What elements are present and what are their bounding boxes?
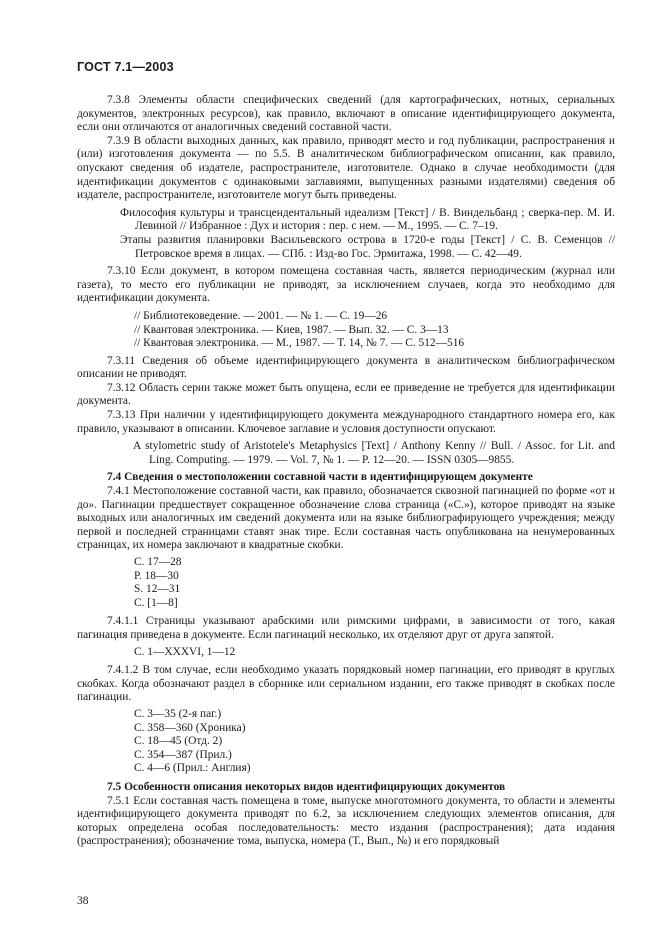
list-item: S. 12—31 xyxy=(134,583,181,596)
examples-7-3-9 xyxy=(77,207,615,261)
list-item: С. 17—28 xyxy=(134,556,182,568)
page-content xyxy=(77,94,615,849)
paragraph-7-3-12: 7.3.12 Область серии также может быть опущена, если ее приведение не требуется для идентификации документа. xyxy=(77,381,615,408)
list-item: С. 1—XXXVI, 1—12 xyxy=(134,645,236,658)
example-line: // Квантовая электроника. — М., 1987. — Т. 14, № 7. — С. 512—516 xyxy=(134,337,465,350)
paragraph-7-3-10: 7.3.10 Если документ, в котором помещена составная часть, является периодическим (журнал или газета), то место его публикации не приводят, за исключением случаев, когда это необходимо для идентификации документа. xyxy=(77,265,615,305)
list-item: С. 354—387 (Прил.) xyxy=(134,748,232,761)
list-7-4-1-2 xyxy=(134,708,615,776)
example-line: A stylometric study of Aristotele's Metaphysics [Text] / Anthony Kenny // Bull. / Assoc. for Lit. and Ling. Computing. — 1979. — Vol. 7, № 1. — P. 12—20. — ISSN 0305—9855. xyxy=(133,440,615,466)
paragraph-7-3-9: 7.3.9 В области выходных данных, как правило, приводят место и год публикации, распространения и (или) изготовления документа — по 5.5. В аналитическом библиографическом описании, как правило, опускают сведения об издателе, распространителе, изготовителе. Однако в случае необходимости (для идентификации документов с одинаковыми заглавиями, выпущенных разными издателями) сведения об издателе, распространителе, изготовителе могут быть приведены. xyxy=(77,134,615,202)
document-header: ГОСТ 7.1—2003 xyxy=(77,60,174,74)
section-heading-7-5: 7.5 Особенности описания некоторых видов идентифицирующих документов xyxy=(107,780,506,793)
page-number: 38 xyxy=(77,895,89,907)
paragraph-7-4-1-2: 7.4.1.2 В том случае, если необходимо указать порядковый номер пагинации, его приводят в круглых скобках. Когда обозначают раздел в сборнике или сериальном издании, его также приводят в скобках после пагинации. xyxy=(77,664,615,704)
paragraph-7-4-1-1: 7.4.1.1 Страницы указывают арабскими или римскими цифрами, в зависимости от того, какая пагинация приведена в документе. Если пагинаций несколько, их отделяют друг от друга запятой. xyxy=(77,615,615,641)
example-line: // Квантовая электроника. — Киев, 1987. — Вып. 32. — С. 3—13 xyxy=(134,323,449,336)
examples-7-3-13 xyxy=(77,440,615,467)
example-line: Этапы развития планировки Васильевского острова в 1720-е годы [Текст] / С. В. Семенцов // Петровское время в лицах. — СПб. : Изд-во Гос. Эрмитажа, 1998. — С. 42—49. xyxy=(120,233,615,260)
list-item: Р. 18—30 xyxy=(134,569,179,582)
list-7-4-1 xyxy=(134,556,615,610)
list-item: С. [1—8] xyxy=(134,596,178,609)
section-heading-7-4: 7.4 Сведения о местоположении составной части в идентифицирующем документе xyxy=(107,471,533,484)
list-item: С. 358—360 (Хроника) xyxy=(134,721,246,734)
example-line: Философия культуры и трансцендентальный идеализм [Текст] / В. Виндельбанд ; сверка-пер. М. И. Левиной // Избранное : Дух и история : пер. с нем. — М., 1995. — С. 7–19. xyxy=(120,206,615,233)
examples-7-3-10 xyxy=(77,310,615,351)
list-item: С. 18—45 (Отд. 2) xyxy=(134,735,223,748)
paragraph-7-5-1: 7.5.1 Если составная часть помещена в томе, выпуске многотомного документа, то области и элементы идентифицирующего документа приводят по 6.2, за исключением следующих элементов описания, для которых определена особая последовательность: место издания (распространения); дата издания (распространения); обозначение тома, выпуска, номера (Т., Вып., №) и его порядковый xyxy=(77,794,615,848)
paragraph-7-3-11: 7.3.11 Сведения об объеме идентифицирующего документа в аналитическом библиографическом описании не приводят. xyxy=(77,354,615,381)
list-item: С. 3—35 (2-я паг.) xyxy=(134,707,222,720)
paragraph-7-4-1: 7.4.1 Местоположение составной части, как правило, обозначается сквозной пагинацией по форме «от и до». Пагинации предшествует сокращенное обозначение слова страница («С.»), которое приводят на языке выходных или аналогичных им сведений документа или на языке библиографирующего учреждения; между первой и последней страницами ставят знак тире. Если составная часть опубликована на ненумерованных страницах, их номера заключают в квадратные скобки. xyxy=(77,485,615,552)
paragraph-7-3-13: 7.3.13 При наличии у идентифицирующего документа международного стандартного номера его, как правило, указывают в описании. Ключевое заглавие и условия доступности опускают. xyxy=(77,409,615,435)
list-item: С. 4—6 (Прил.: Англия) xyxy=(134,762,251,775)
list-7-4-1-1 xyxy=(134,646,615,660)
example-line: // Библиотековедение. — 2001. — № 1. — С. 19—26 xyxy=(134,309,388,322)
paragraph-7-3-8: 7.3.8 Элементы области специфических сведений (для картографических, нотных, сериальных документов, электронных ресурсов), как правило, включают в описание идентифицирующего документа, если они отличаются от аналогичных сведений составной части. xyxy=(77,94,615,134)
